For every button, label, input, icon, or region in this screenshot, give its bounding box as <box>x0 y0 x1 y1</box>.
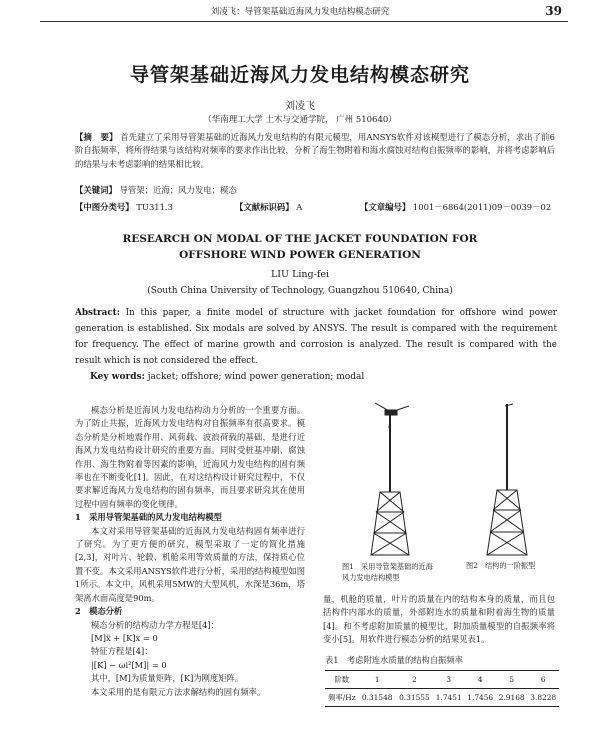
table-header-cell: 2 <box>396 671 433 689</box>
figure-2-mode-shape <box>465 400 550 560</box>
body-right-column: 量，机舱的质量，叶片的质量在内的结构本身的质量，而且包括构件内部水的质量，外部附连水的质量和附着海生物的质量[4]。和不考虑附加质量的模型比，附加质量模型的自振频率将变小[5]。用软件进行模态分析的结果见表1。 <box>323 594 555 645</box>
classification-line <box>75 201 555 213</box>
abstract-chinese <box>75 131 555 171</box>
body-left-column <box>75 404 305 699</box>
table-row-label: 频率/Hz <box>325 689 359 707</box>
table-header-cell: 1 <box>359 671 396 689</box>
eigen-paragraph: 特征方程是[4]： <box>91 646 153 657</box>
title-chinese: 导管架基础近海风力发电结构模态研究 <box>129 64 470 86</box>
section-2-heading: 2 模态分析 <box>75 606 123 617</box>
table-header-row <box>325 671 559 689</box>
running-header <box>0 0 600 24</box>
equation-2: |[K] − ωi²[M]| = 0 <box>91 659 167 670</box>
matrix-note: 其中，[M]为质量矩阵，[K]为刚度矩阵。 <box>91 673 244 684</box>
equation-1: [M]ẍ + [K]x = 0 <box>91 632 158 643</box>
keywords-cn-text: 导管架；近海；风力发电；模态 <box>119 185 237 195</box>
table-row <box>325 689 559 707</box>
table-header-cell: 阶数 <box>325 671 359 689</box>
table-cell: 1.7451 <box>433 689 464 707</box>
title-english <box>0 231 600 263</box>
intro-paragraph: 模态分析是近海风力发电结构动力分析的一个重要方面。为了防止共振，近海风力发电结构对自振频率有很高要求。模态分析是分析地震作用、风荷载、波浪荷载的基础，是进行近海风力发电结构设计研究的重要方面。同时受桩基冲刷、腐蚀作用、海生物附着等因素的影响，近海风力发电结构的固有频率也在不断变化[1]。因此，在对这结构设计研究过程中，不仅要求解近海风力发电结构的固有频率，而且要求研究其在使用过程中固有频率的变化规律。 <box>75 405 305 509</box>
author-english: LIU Ling-fei <box>270 269 330 280</box>
table-cell: 1.7456 <box>464 689 495 707</box>
jacket-outline <box>371 492 409 555</box>
table-cell: 2.9168 <box>496 689 527 707</box>
keywords-chinese <box>75 184 237 196</box>
article-no-label: 【文章编号】 <box>360 202 411 212</box>
table-header-cell: 4 <box>464 671 495 689</box>
table-cell: 3.8228 <box>527 689 559 707</box>
abstract-en-text: In this paper, a finite model of structure with jacket foundation for offshore wind power generation is established. Six modals are solved by ANSYS. The result is compared with the requirement for frequency. The effect of marine growth and corrosion is analyzed. The result is compared with the result which is not considered the effect. <box>75 308 558 366</box>
figure-1-turbine-model <box>345 400 435 560</box>
keywords-en-label: Key words: <box>90 372 145 382</box>
abstract-cn-label: 【摘 要】 <box>75 132 118 142</box>
title-en-line1: RESEARCH ON MODAL OF THE JACKET FOUNDATION FOR <box>122 233 478 245</box>
author-chinese: 刘凌飞 <box>285 101 315 112</box>
table-cell: 0.31555 <box>396 689 433 707</box>
table-header-cell: 6 <box>527 671 559 689</box>
figure-2-caption: 图2 结构的一阶振型 <box>466 561 536 570</box>
doc-code-label: 【文献标识码】 <box>235 202 294 212</box>
section-2-paragraph: 模态分析的结构动力学方程是[4]： <box>91 619 219 630</box>
table-header-cell: 5 <box>496 671 527 689</box>
section-1-heading: 1 采用导管架基础的风力发电结构模型 <box>75 512 222 523</box>
section-1-paragraph: 本文对采用导管架基础的近海风力发电结构固有频率进行了研究。为了更方便的研究，模型采取了一定的简化措施[2,3]，对叶片、轮毂、机舱采用等效质量的方法，保持质心位置不变。本文采用ANSYS软件进行分析，采用的结构模型如图1所示。本文中，风机采用5MW的大型风机，水深是36m，塔架离水面高度是90m。 <box>75 525 305 603</box>
abstract-cn-text: 首先建立了采用导管架基础的近海风力发电结构的有限元模型，用ANSYS软件对该模型进行了模态分析，求出了前6阶自振频率，将所得结果与该结构对频率的要求作出比较，分析了海生物附着和海水腐蚀对结构自振频率的影响，并将考虑影响后的结果与未考虑影响的结果相比较。 <box>75 132 555 169</box>
table-1 <box>325 670 559 707</box>
method-note: 本文采用的是有限元方法求解结构的固有频率。 <box>91 686 266 697</box>
keywords-cn-label: 【关键词】 <box>75 185 117 195</box>
title-en-line2: OFFSHORE WIND POWER GENERATION <box>179 249 421 261</box>
article-no-value: 1001－6864(2011)09－0039－02 <box>412 202 552 212</box>
abstract-english <box>75 305 557 369</box>
clc-label: 【中图分类号】 <box>75 202 134 212</box>
keywords-en-text: jacket; offshore; wind power generation; modal <box>147 372 365 382</box>
affiliation-chinese: （华南理工大学 土木与交通学院， 广州 510640） <box>203 115 397 125</box>
header-rule <box>40 21 568 22</box>
keywords-english <box>90 372 364 382</box>
table-1-title: 表1 考虑附连水质量的结构自振频率 <box>325 655 464 665</box>
page-number: 39 <box>545 4 562 18</box>
doc-code-value: A <box>296 202 303 212</box>
blade-2 <box>391 406 409 412</box>
running-head-text: 刘凌飞：导管架基础近海风力发电结构模态研究 <box>210 7 390 17</box>
table-cell: 0.31548 <box>359 689 396 707</box>
abstract-en-label: Abstract: <box>75 308 120 318</box>
table-header-cell: 3 <box>433 671 464 689</box>
figure-1-caption: 图1 采用导管架基础的近海风力发电结构模型 <box>342 562 433 582</box>
clc-value: TU311.3 <box>136 202 173 212</box>
affiliation-english: (South China University of Technology, Guangzhou 510640, China) <box>147 286 453 296</box>
blade-1 <box>375 403 391 412</box>
jacket-outline <box>487 490 527 555</box>
